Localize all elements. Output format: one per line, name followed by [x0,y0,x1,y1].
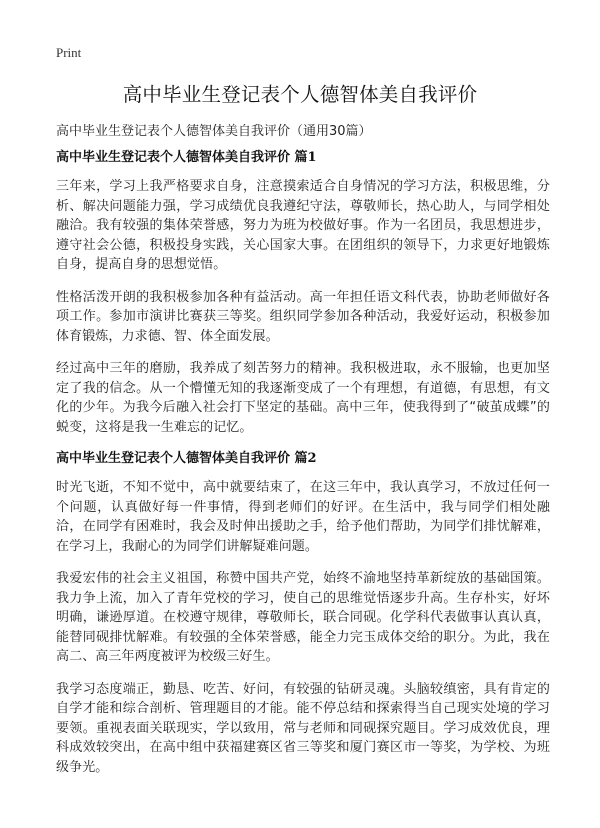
paragraph: 我学习态度端正，勤恳、吃苦、好问，有较强的钻研灵魂。头脑较缜密，具有肯定的自学才能和综合剖析、管理题目的才能。能不停总结和探索得当自己现实处境的学习要领。重视表面关联现实，学以致用，常与老师和同砚探究题目。学习成效优良，理科成效较突出，在高中组中获福建赛区省三等奖和厦门赛区市一等奖，为学校、为班级争光。 [56,681,550,775]
print-link[interactable]: Print [56,45,82,60]
paragraph: 我爱宏伟的社会主义祖国，称赞中国共产党，始终不渝地坚持革新绽放的基础国策。我力争上流，加入了青年党校的学习，使自己的思维觉悟逐步升高。生存朴实，好坏明确，谦逊厚道。在校遵守规律，尊敬师长，联合同砚。化学科代表做事认真认真，能替同砚排忧解难。有较强的全体荣誉感，能全力完玉成体交给的职分。为此，我在高二、高三年两度被评为校级三好生。 [56,571,550,664]
section-2 [56,450,550,777]
document-title: 高中毕业生登记表个人德智体美自我评价 [122,83,478,106]
section-1 [56,149,550,437]
section-heading: 高中毕业生登记表个人德智体美自我评价 篇1 [56,150,317,165]
paragraph: 三年来，学习上我严格要求自身，注意摸索适合自身情况的学习方法，积极思维，分析、解决问题能力强，学习成绩优良我遵纪守法，尊敬师长，热心助人，与同学相处融洽。我有较强的集体荣誉感，努力为班为校做好事。作为一名团员，我思想进步，遵守社会公德，积极投身实践，关心国家大事。在团组织的领导下，力求更好地锻炼自身，提高自身的思想觉悟。 [56,179,550,272]
paragraph: 经过高中三年的磨励，我养成了刻苦努力的精神。我积极进取，永不服输，也更加坚定了我的信念。从一个懵懂无知的我逐渐变成了一个有理想，有道德，有思想，有文化的少年。为我今后融入社会打下坚定的基础。高中三年，使我得到了“破茧成蝶”的蜕变，这将是我一生难忘的记忆。 [56,361,550,435]
document-subtitle: 高中毕业生登记表个人德智体美自我评价（通用30篇） [56,124,372,139]
paragraph: 时光飞逝，不知不觉中，高中就要结束了，在这三年中，我认真学习，不放过任何一个问题，认真做好每一件事情，得到老师们的好评。在生活中，我与同学们相处融洽，在同学有困难时，我会及时伸出援助之手，给予他们帮助，为同学们排忧解难，在学习上，我耐心的为同学们讲解疑难问题。 [56,480,550,554]
document-body [56,149,550,790]
paragraph: 性格活泼开朗的我积极参加各种有益活动。高一年担任语文科代表，协助老师做好各项工作。参加市演讲比赛获三等奖。组织同学参加各种活动，我爱好运动，积极参加体育锻炼，力求德、智、体全面发展。 [56,289,550,344]
section-heading: 高中毕业生登记表个人德智体美自我评价 篇2 [56,451,317,466]
